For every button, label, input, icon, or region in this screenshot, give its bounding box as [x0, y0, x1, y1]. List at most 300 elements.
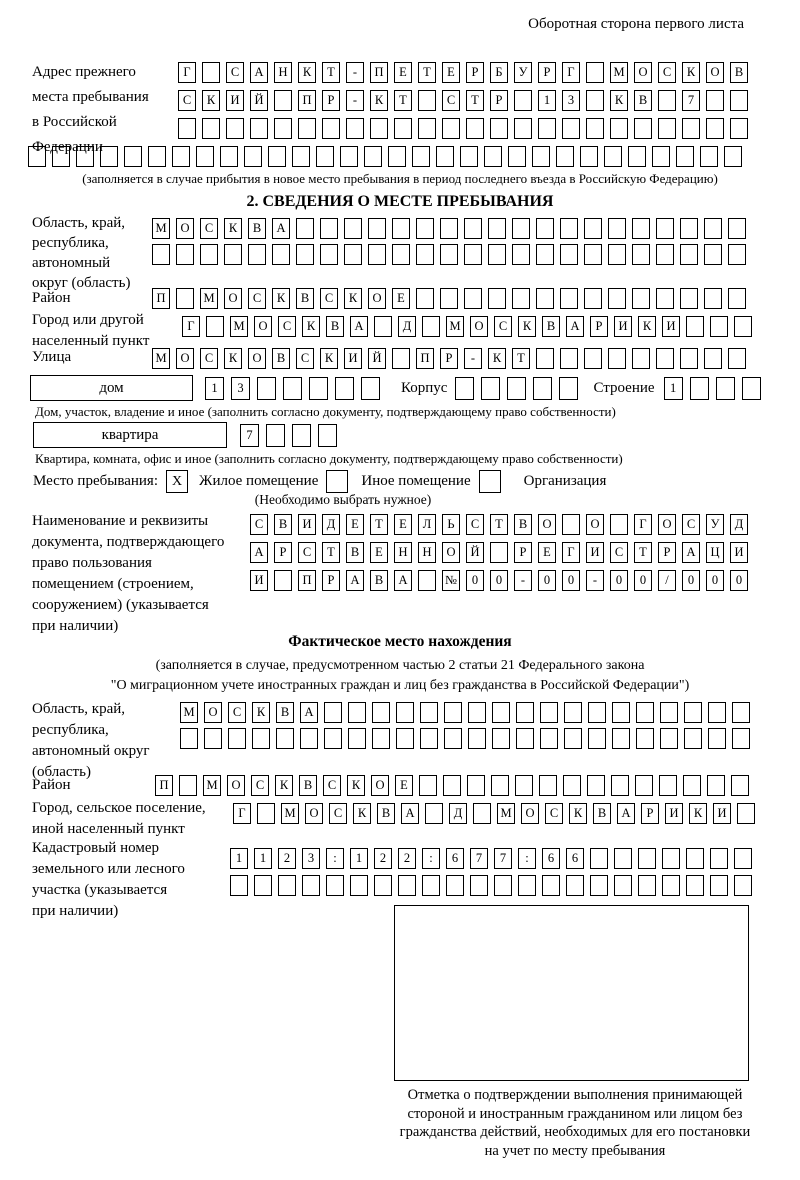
inoe-checkbox[interactable]	[326, 470, 348, 493]
char-cell[interactable]: А	[250, 62, 268, 83]
char-cell[interactable]	[206, 316, 224, 337]
char-cell[interactable]	[632, 288, 650, 309]
char-cell[interactable]: К	[224, 218, 242, 239]
char-cell[interactable]	[172, 146, 190, 167]
char-cell[interactable]	[418, 118, 436, 139]
char-cell[interactable]	[710, 316, 728, 337]
char-cell[interactable]	[416, 288, 434, 309]
char-cell[interactable]	[224, 244, 242, 265]
char-cell[interactable]	[536, 288, 554, 309]
char-cell[interactable]: М	[497, 803, 515, 824]
char-cell[interactable]: Й	[368, 348, 386, 369]
char-cell[interactable]: Г	[178, 62, 196, 83]
char-cell[interactable]: Р	[322, 570, 340, 591]
char-cell[interactable]	[309, 377, 328, 400]
char-cell[interactable]: О	[248, 348, 266, 369]
char-cell[interactable]	[416, 218, 434, 239]
char-cell[interactable]: 3	[302, 848, 320, 869]
char-cell[interactable]	[250, 118, 268, 139]
char-cell[interactable]: Б	[490, 62, 508, 83]
char-cell[interactable]: 0	[610, 570, 628, 591]
char-cell[interactable]: О	[254, 316, 272, 337]
char-cell[interactable]: А	[617, 803, 635, 824]
char-cell[interactable]: О	[538, 514, 556, 535]
char-cell[interactable]: 7	[470, 848, 488, 869]
char-cell[interactable]	[608, 218, 626, 239]
char-cell[interactable]	[420, 702, 438, 723]
char-cell[interactable]	[704, 288, 722, 309]
char-cell[interactable]	[436, 146, 454, 167]
char-cell[interactable]	[730, 118, 748, 139]
char-cell[interactable]: К	[488, 348, 506, 369]
char-cell[interactable]: П	[152, 288, 170, 309]
char-cell[interactable]	[230, 875, 248, 896]
char-cell[interactable]: О	[204, 702, 222, 723]
char-cell[interactable]	[320, 244, 338, 265]
char-cell[interactable]: И	[586, 542, 604, 563]
char-cell[interactable]: Р	[490, 90, 508, 111]
char-cell[interactable]	[179, 775, 197, 796]
char-cell[interactable]: И	[662, 316, 680, 337]
char-cell[interactable]: О	[176, 348, 194, 369]
char-cell[interactable]	[372, 702, 390, 723]
char-cell[interactable]	[612, 728, 630, 749]
char-cell[interactable]	[658, 118, 676, 139]
char-cell[interactable]	[248, 244, 266, 265]
char-cell[interactable]: 6	[446, 848, 464, 869]
char-cell[interactable]: Ь	[442, 514, 460, 535]
char-cell[interactable]: 7	[494, 848, 512, 869]
char-cell[interactable]: :	[422, 848, 440, 869]
char-cell[interactable]	[560, 348, 578, 369]
char-cell[interactable]: С	[296, 348, 314, 369]
char-cell[interactable]	[608, 244, 626, 265]
char-cell[interactable]	[152, 244, 170, 265]
char-cell[interactable]: А	[401, 803, 419, 824]
char-cell[interactable]	[292, 424, 311, 447]
char-cell[interactable]	[680, 218, 698, 239]
char-cell[interactable]	[257, 377, 276, 400]
char-cell[interactable]: Й	[250, 90, 268, 111]
char-cell[interactable]	[682, 118, 700, 139]
char-cell[interactable]	[707, 775, 725, 796]
char-cell[interactable]	[220, 146, 238, 167]
char-cell[interactable]	[388, 146, 406, 167]
char-cell[interactable]: Т	[418, 62, 436, 83]
char-cell[interactable]	[560, 244, 578, 265]
char-cell[interactable]: Д	[398, 316, 416, 337]
char-cell[interactable]	[464, 218, 482, 239]
char-cell[interactable]	[348, 702, 366, 723]
char-cell[interactable]: 1	[254, 848, 272, 869]
char-cell[interactable]: Д	[730, 514, 748, 535]
char-cell[interactable]	[562, 514, 580, 535]
char-cell[interactable]: Р	[641, 803, 659, 824]
char-cell[interactable]: М	[281, 803, 299, 824]
char-cell[interactable]	[494, 875, 512, 896]
char-cell[interactable]	[467, 775, 485, 796]
char-cell[interactable]	[392, 348, 410, 369]
char-cell[interactable]: И	[344, 348, 362, 369]
char-cell[interactable]: С	[329, 803, 347, 824]
char-cell[interactable]	[348, 728, 366, 749]
char-cell[interactable]: С	[250, 514, 268, 535]
char-cell[interactable]	[416, 244, 434, 265]
char-cell[interactable]	[481, 377, 500, 400]
char-cell[interactable]: С	[320, 288, 338, 309]
char-cell[interactable]	[322, 118, 340, 139]
char-cell[interactable]	[564, 702, 582, 723]
char-cell[interactable]: Т	[490, 514, 508, 535]
char-cell[interactable]: 0	[730, 570, 748, 591]
char-cell[interactable]: Л	[418, 514, 436, 535]
char-cell[interactable]	[302, 875, 320, 896]
char-cell[interactable]	[652, 146, 670, 167]
char-cell[interactable]	[473, 803, 491, 824]
char-cell[interactable]: У	[514, 62, 532, 83]
char-cell[interactable]	[368, 244, 386, 265]
char-cell[interactable]	[536, 244, 554, 265]
char-cell[interactable]	[710, 848, 728, 869]
char-cell[interactable]	[587, 775, 605, 796]
char-cell[interactable]: О	[634, 62, 652, 83]
char-cell[interactable]: Е	[370, 542, 388, 563]
char-cell[interactable]	[662, 875, 680, 896]
char-cell[interactable]	[516, 702, 534, 723]
char-cell[interactable]: С	[298, 542, 316, 563]
char-cell[interactable]	[628, 146, 646, 167]
char-cell[interactable]: С	[610, 542, 628, 563]
char-cell[interactable]	[200, 244, 218, 265]
char-cell[interactable]: Е	[395, 775, 413, 796]
char-cell[interactable]	[394, 118, 412, 139]
char-cell[interactable]	[706, 118, 724, 139]
char-cell[interactable]: 0	[634, 570, 652, 591]
char-cell[interactable]: С	[226, 62, 244, 83]
char-cell[interactable]: 7	[240, 424, 259, 447]
char-cell[interactable]: М	[180, 702, 198, 723]
char-cell[interactable]	[178, 118, 196, 139]
char-cell[interactable]	[684, 702, 702, 723]
char-cell[interactable]	[278, 875, 296, 896]
char-cell[interactable]	[580, 146, 598, 167]
char-cell[interactable]: -	[586, 570, 604, 591]
char-cell[interactable]	[374, 875, 392, 896]
char-cell[interactable]	[636, 728, 654, 749]
char-cell[interactable]	[542, 875, 560, 896]
char-cell[interactable]	[464, 288, 482, 309]
char-cell[interactable]: 3	[231, 377, 250, 400]
char-cell[interactable]: М	[200, 288, 218, 309]
char-cell[interactable]	[512, 244, 530, 265]
char-cell[interactable]	[276, 728, 294, 749]
char-cell[interactable]	[584, 244, 602, 265]
char-cell[interactable]	[274, 570, 292, 591]
char-cell[interactable]	[516, 728, 534, 749]
char-cell[interactable]: О	[586, 514, 604, 535]
char-cell[interactable]	[608, 348, 626, 369]
char-cell[interactable]: №	[442, 570, 460, 591]
char-cell[interactable]	[318, 424, 337, 447]
char-cell[interactable]	[728, 288, 746, 309]
char-cell[interactable]: М	[152, 348, 170, 369]
char-cell[interactable]	[364, 146, 382, 167]
char-cell[interactable]	[420, 728, 438, 749]
char-cell[interactable]	[584, 218, 602, 239]
char-cell[interactable]: С	[494, 316, 512, 337]
char-cell[interactable]	[76, 146, 94, 167]
char-cell[interactable]	[180, 728, 198, 749]
char-cell[interactable]: 0	[682, 570, 700, 591]
char-cell[interactable]	[488, 288, 506, 309]
char-cell[interactable]	[610, 514, 628, 535]
char-cell[interactable]	[148, 146, 166, 167]
char-cell[interactable]	[252, 728, 270, 749]
char-cell[interactable]	[204, 728, 222, 749]
char-cell[interactable]: К	[689, 803, 707, 824]
char-cell[interactable]: 6	[566, 848, 584, 869]
char-cell[interactable]	[737, 803, 755, 824]
char-cell[interactable]	[656, 218, 674, 239]
char-cell[interactable]	[660, 702, 678, 723]
char-cell[interactable]	[196, 146, 214, 167]
char-cell[interactable]	[484, 146, 502, 167]
char-cell[interactable]	[732, 702, 750, 723]
char-cell[interactable]: К	[347, 775, 365, 796]
char-cell[interactable]	[560, 218, 578, 239]
char-cell[interactable]	[590, 848, 608, 869]
char-cell[interactable]	[296, 244, 314, 265]
char-cell[interactable]: А	[394, 570, 412, 591]
char-cell[interactable]: П	[416, 348, 434, 369]
char-cell[interactable]: И	[250, 570, 268, 591]
char-cell[interactable]	[533, 377, 552, 400]
char-cell[interactable]	[532, 146, 550, 167]
char-cell[interactable]	[634, 118, 652, 139]
char-cell[interactable]: Р	[274, 542, 292, 563]
char-cell[interactable]: С	[658, 62, 676, 83]
char-cell[interactable]	[540, 702, 558, 723]
char-cell[interactable]	[660, 728, 678, 749]
char-cell[interactable]	[540, 728, 558, 749]
char-cell[interactable]	[396, 728, 414, 749]
char-cell[interactable]	[412, 146, 430, 167]
char-cell[interactable]: Н	[394, 542, 412, 563]
char-cell[interactable]	[684, 728, 702, 749]
char-cell[interactable]	[464, 244, 482, 265]
char-cell[interactable]: С	[200, 218, 218, 239]
char-cell[interactable]	[656, 244, 674, 265]
char-cell[interactable]	[680, 288, 698, 309]
char-cell[interactable]	[686, 848, 704, 869]
char-cell[interactable]	[638, 875, 656, 896]
char-cell[interactable]	[326, 875, 344, 896]
char-cell[interactable]: А	[250, 542, 268, 563]
char-cell[interactable]: П	[298, 570, 316, 591]
char-cell[interactable]	[283, 377, 302, 400]
char-cell[interactable]: К	[302, 316, 320, 337]
char-cell[interactable]	[368, 218, 386, 239]
char-cell[interactable]: С	[682, 514, 700, 535]
char-cell[interactable]: 0	[706, 570, 724, 591]
char-cell[interactable]: Е	[392, 288, 410, 309]
char-cell[interactable]	[100, 146, 118, 167]
char-cell[interactable]	[274, 118, 292, 139]
char-cell[interactable]: А	[272, 218, 290, 239]
char-cell[interactable]: О	[706, 62, 724, 83]
char-cell[interactable]	[683, 775, 701, 796]
char-cell[interactable]	[419, 775, 437, 796]
char-cell[interactable]	[344, 218, 362, 239]
char-cell[interactable]: В	[593, 803, 611, 824]
char-cell[interactable]: Д	[449, 803, 467, 824]
char-cell[interactable]	[656, 348, 674, 369]
char-cell[interactable]: В	[370, 570, 388, 591]
char-cell[interactable]: С	[466, 514, 484, 535]
char-cell[interactable]	[335, 377, 354, 400]
char-cell[interactable]	[656, 288, 674, 309]
char-cell[interactable]: К	[370, 90, 388, 111]
char-cell[interactable]	[124, 146, 142, 167]
char-cell[interactable]: 2	[374, 848, 392, 869]
char-cell[interactable]: К	[638, 316, 656, 337]
char-cell[interactable]	[680, 244, 698, 265]
char-cell[interactable]: С	[323, 775, 341, 796]
char-cell[interactable]: Г	[182, 316, 200, 337]
char-cell[interactable]	[316, 146, 334, 167]
char-cell[interactable]: О	[521, 803, 539, 824]
char-cell[interactable]: Т	[394, 90, 412, 111]
char-cell[interactable]	[731, 775, 749, 796]
char-cell[interactable]	[298, 118, 316, 139]
char-cell[interactable]	[361, 377, 380, 400]
char-cell[interactable]: В	[634, 90, 652, 111]
char-cell[interactable]: В	[730, 62, 748, 83]
char-cell[interactable]: С	[545, 803, 563, 824]
char-cell[interactable]	[512, 288, 530, 309]
char-cell[interactable]	[466, 118, 484, 139]
char-cell[interactable]	[490, 542, 508, 563]
char-cell[interactable]	[584, 288, 602, 309]
char-cell[interactable]: В	[274, 514, 292, 535]
char-cell[interactable]: А	[300, 702, 318, 723]
char-cell[interactable]: Р	[590, 316, 608, 337]
char-cell[interactable]	[704, 218, 722, 239]
char-cell[interactable]	[440, 218, 458, 239]
char-cell[interactable]	[566, 875, 584, 896]
char-cell[interactable]: Д	[322, 514, 340, 535]
char-cell[interactable]	[536, 348, 554, 369]
char-cell[interactable]	[455, 377, 474, 400]
char-cell[interactable]	[507, 377, 526, 400]
char-cell[interactable]: И	[713, 803, 731, 824]
char-cell[interactable]	[340, 146, 358, 167]
char-cell[interactable]	[560, 288, 578, 309]
char-cell[interactable]	[266, 424, 285, 447]
char-cell[interactable]	[460, 146, 478, 167]
char-cell[interactable]	[226, 118, 244, 139]
char-cell[interactable]	[257, 803, 275, 824]
char-cell[interactable]	[176, 288, 194, 309]
char-cell[interactable]	[584, 348, 602, 369]
char-cell[interactable]: М	[152, 218, 170, 239]
char-cell[interactable]: Н	[418, 542, 436, 563]
char-cell[interactable]	[706, 90, 724, 111]
char-cell[interactable]: В	[276, 702, 294, 723]
char-cell[interactable]	[559, 377, 578, 400]
char-cell[interactable]: :	[518, 848, 536, 869]
char-cell[interactable]	[272, 244, 290, 265]
char-cell[interactable]: К	[252, 702, 270, 723]
char-cell[interactable]	[730, 90, 748, 111]
char-cell[interactable]	[632, 218, 650, 239]
char-cell[interactable]	[708, 702, 726, 723]
char-cell[interactable]	[444, 728, 462, 749]
zhiloe-checkbox[interactable]: X	[166, 470, 188, 493]
char-cell[interactable]	[662, 848, 680, 869]
char-cell[interactable]	[370, 118, 388, 139]
char-cell[interactable]: К	[569, 803, 587, 824]
char-cell[interactable]	[632, 244, 650, 265]
char-cell[interactable]: -	[464, 348, 482, 369]
char-cell[interactable]	[586, 118, 604, 139]
char-cell[interactable]: 1	[664, 377, 683, 400]
char-cell[interactable]	[538, 118, 556, 139]
char-cell[interactable]: П	[370, 62, 388, 83]
char-cell[interactable]: Ц	[706, 542, 724, 563]
char-cell[interactable]	[268, 146, 286, 167]
char-cell[interactable]: С	[442, 90, 460, 111]
char-cell[interactable]: К	[353, 803, 371, 824]
char-cell[interactable]	[244, 146, 262, 167]
char-cell[interactable]	[742, 377, 761, 400]
char-cell[interactable]: О	[371, 775, 389, 796]
char-cell[interactable]: К	[344, 288, 362, 309]
char-cell[interactable]: Г	[562, 62, 580, 83]
char-cell[interactable]	[392, 218, 410, 239]
char-cell[interactable]	[418, 90, 436, 111]
char-cell[interactable]: Е	[442, 62, 460, 83]
char-cell[interactable]	[562, 118, 580, 139]
char-cell[interactable]	[514, 118, 532, 139]
char-cell[interactable]	[320, 218, 338, 239]
char-cell[interactable]: П	[298, 90, 316, 111]
char-cell[interactable]	[324, 728, 342, 749]
char-cell[interactable]	[512, 218, 530, 239]
char-cell[interactable]	[716, 377, 735, 400]
char-cell[interactable]: К	[202, 90, 220, 111]
char-cell[interactable]: В	[248, 218, 266, 239]
char-cell[interactable]	[324, 702, 342, 723]
char-cell[interactable]: О	[658, 514, 676, 535]
char-cell[interactable]	[686, 875, 704, 896]
char-cell[interactable]	[518, 875, 536, 896]
char-cell[interactable]	[536, 218, 554, 239]
char-cell[interactable]: Р	[538, 62, 556, 83]
char-cell[interactable]: А	[566, 316, 584, 337]
char-cell[interactable]	[635, 775, 653, 796]
char-cell[interactable]: В	[299, 775, 317, 796]
char-cell[interactable]: Р	[440, 348, 458, 369]
char-cell[interactable]	[488, 218, 506, 239]
char-cell[interactable]: -	[346, 62, 364, 83]
char-cell[interactable]	[398, 875, 416, 896]
char-cell[interactable]	[422, 316, 440, 337]
char-cell[interactable]	[468, 728, 486, 749]
char-cell[interactable]: -	[346, 90, 364, 111]
char-cell[interactable]: 0	[466, 570, 484, 591]
char-cell[interactable]: Р	[466, 62, 484, 83]
